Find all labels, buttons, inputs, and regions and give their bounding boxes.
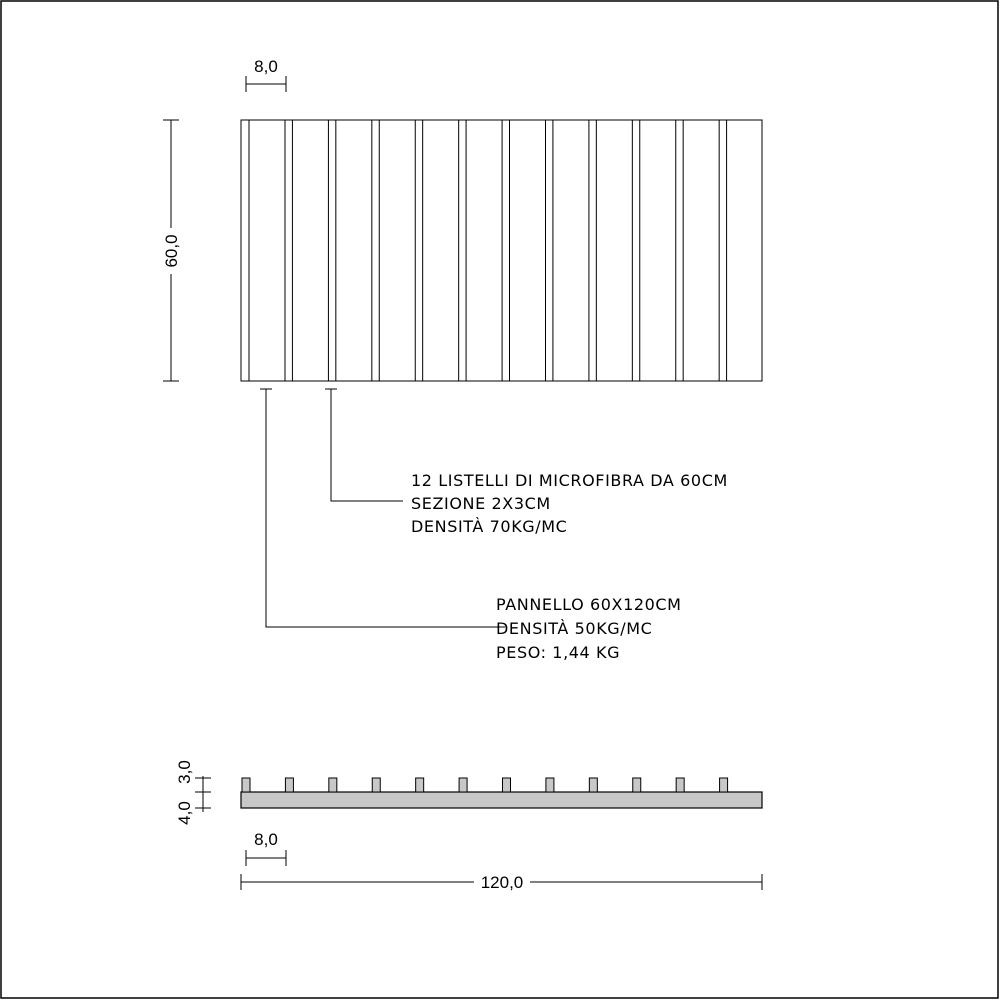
dimension-section-heights <box>195 776 211 812</box>
slat-lines <box>249 120 727 381</box>
section-rib <box>285 778 293 792</box>
note-slats-line-2: SEZIONE 2X3CM <box>411 494 551 513</box>
plan-view <box>241 120 762 381</box>
note-panel-line-3: PESO: 1,44 KG <box>496 643 621 662</box>
section-rib <box>372 778 380 792</box>
dimension-rib-spacing <box>246 850 286 866</box>
section-rib <box>503 778 511 792</box>
section-rib <box>242 778 250 792</box>
panel-outline <box>241 120 762 381</box>
note-panel-line-1: PANNELLO 60X120CM <box>496 595 682 614</box>
note-slats-line-3: DENSITÀ 70KG/MC <box>411 517 568 536</box>
section-view <box>241 778 762 808</box>
section-rib <box>546 778 554 792</box>
section-rib <box>329 778 337 792</box>
dimension-label-rib-spacing: 8,0 <box>254 830 278 849</box>
dimension-label-total-length: 120,0 <box>480 873 524 892</box>
section-base <box>241 792 762 808</box>
section-rib <box>416 778 424 792</box>
section-rib <box>589 778 597 792</box>
dimension-slat-spacing-top <box>246 76 286 92</box>
dimension-label-height: 60,0 <box>162 234 181 268</box>
note-panel-line-2: DENSITÀ 50KG/MC <box>496 619 653 638</box>
section-rib <box>720 778 728 792</box>
dimension-label-base-thickness: 4,0 <box>175 801 194 825</box>
note-slats-line-1: 12 LISTELLI DI MICROFIBRA DA 60CM <box>411 471 728 490</box>
section-rib <box>459 778 467 792</box>
section-rib <box>633 778 641 792</box>
section-ribs <box>242 778 728 792</box>
dimension-label-rib-height: 3,0 <box>175 760 194 784</box>
section-rib <box>676 778 684 792</box>
dimension-label-slat-spacing: 8,0 <box>254 57 278 76</box>
